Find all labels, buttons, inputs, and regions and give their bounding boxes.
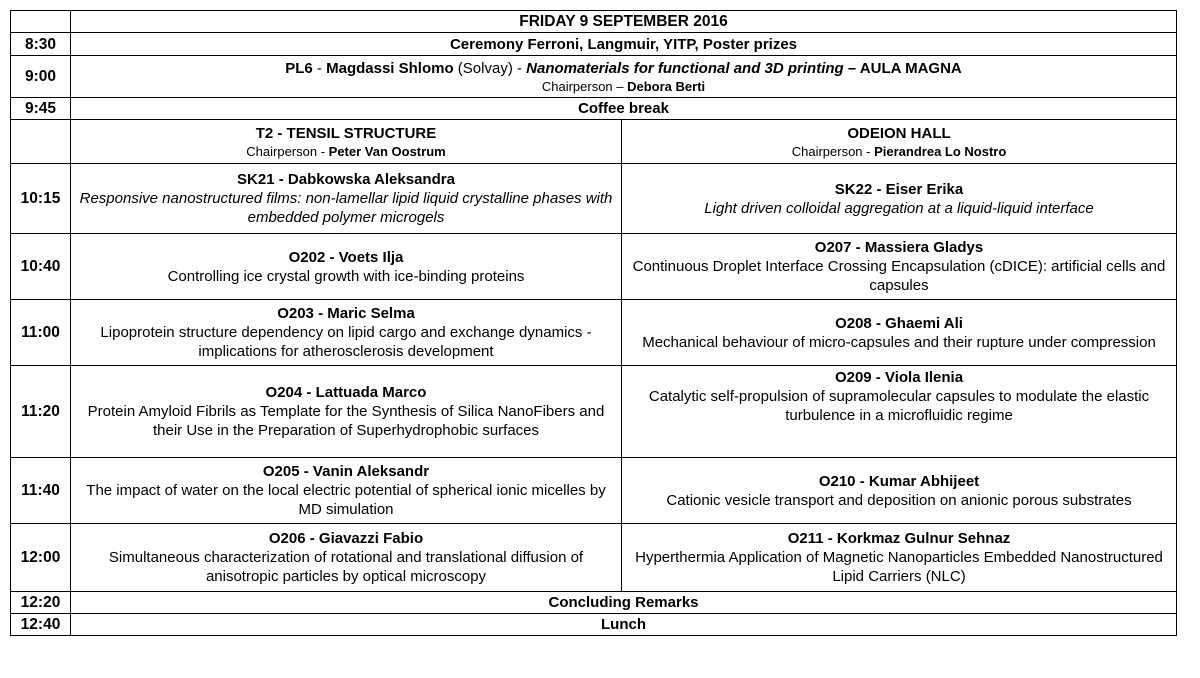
- room-left-name: T2 - TENSIL STRUCTURE: [255, 124, 437, 142]
- talk-code: O211: [787, 530, 824, 547]
- talk-title: The impact of water on the local electric potential of spherical ionic micelles by MD simulation: [86, 482, 606, 518]
- talk-cell-right: [622, 524, 1177, 592]
- talk-cell-right: [622, 300, 1177, 366]
- talk-cell-right: [622, 458, 1177, 524]
- talk-cell-left: [71, 234, 622, 300]
- talk-title: Continuous Droplet Interface Crossing Encapsulation (cDICE): artificial cells and capsules: [632, 258, 1166, 294]
- plenary-sep: -: [312, 59, 327, 77]
- time-cell: 12:00: [11, 524, 71, 592]
- talk-code: O206: [268, 530, 306, 547]
- row-1015: [11, 164, 1177, 234]
- schedule-table: [10, 10, 1177, 636]
- talk-cell-left: [71, 164, 622, 234]
- plenary-chair-label: Chairperson –: [541, 78, 628, 94]
- talk-code: O205: [262, 463, 300, 480]
- talk-speaker: - Ghaemi Ali: [871, 314, 963, 332]
- coffee-break-cell: Coffee break: [71, 98, 1177, 120]
- row-1100: [11, 300, 1177, 366]
- talk-title: Mechanical behaviour of micro-capsules and their rupture under compression: [642, 333, 1156, 351]
- talk-speaker: - Lattuada Marco: [302, 384, 427, 401]
- room-left-cell: [71, 120, 622, 164]
- plenary-chair: Debora Berti: [627, 78, 706, 94]
- talk-code: O210: [818, 472, 856, 490]
- row-1240: [11, 614, 1177, 636]
- empty-time-cell: [11, 120, 71, 164]
- room-left-chair: Peter Van Oostrum: [328, 143, 446, 159]
- talk-cell-left: [71, 300, 622, 366]
- time-cell: 12:20: [11, 592, 71, 614]
- talk-title: Catalytic self-propulsion of supramolecular capsules to modulate the elastic turbulence in a microfluidic regime: [648, 388, 1150, 424]
- empty-corner-cell: [11, 11, 71, 33]
- time-cell: 12:40: [11, 614, 71, 636]
- talk-code: O203: [277, 305, 314, 322]
- talk-speaker: - Korkmaz Gulnur Sehnaz: [823, 530, 1011, 547]
- talk-cell-right: [622, 234, 1177, 300]
- time-cell: 11:20: [11, 366, 71, 458]
- plenary-affiliation: (Solvay) -: [453, 59, 527, 77]
- plenary-cell: [71, 56, 1177, 98]
- row-0945: [11, 98, 1177, 120]
- lunch-cell: Lunch: [71, 614, 1177, 636]
- row-0830: [11, 33, 1177, 56]
- talk-code: SK22: [834, 180, 873, 198]
- time-cell: 8:30: [11, 33, 71, 56]
- row-1140: [11, 458, 1177, 524]
- talk-title: Controlling ice crystal growth with ice-binding proteins: [167, 267, 525, 285]
- room-right-cell: [622, 120, 1177, 164]
- time-cell: 10:40: [11, 234, 71, 300]
- talk-code: O204: [265, 384, 303, 401]
- rooms-row: [11, 120, 1177, 164]
- plenary-code: PL6: [285, 59, 313, 77]
- talk-title: Simultaneous characterization of rotational and translational diffusion of anisotropic particles by optical microscopy: [108, 549, 584, 585]
- plenary-venue: – AULA MAGNA: [843, 59, 962, 77]
- plenary-speaker: Magdassi Shlomo: [326, 59, 454, 77]
- talk-speaker: - Massiera Gladys: [851, 239, 984, 256]
- talk-cell-left: [71, 458, 622, 524]
- row-1200: [11, 524, 1177, 592]
- day-title: FRIDAY 9 SEPTEMBER 2016: [71, 11, 1177, 33]
- talk-title: Lipoprotein structure dependency on lipid cargo and exchange dynamics - implications for atherosclerosis development: [100, 324, 592, 360]
- talk-cell-left: [71, 366, 622, 458]
- talk-code: O209: [834, 369, 872, 386]
- time-cell: 11:00: [11, 300, 71, 366]
- row-1120: [11, 366, 1177, 458]
- row-1220: [11, 592, 1177, 614]
- room-left-chair-label: Chairperson -: [246, 143, 329, 159]
- concluding-remarks-cell: Concluding Remarks: [71, 592, 1177, 614]
- plenary-title: Nanomaterials for functional and 3D printing: [526, 59, 844, 77]
- time-cell: 10:15: [11, 164, 71, 234]
- talk-speaker: - Giavazzi Fabio: [305, 530, 424, 547]
- talk-code: SK21: [237, 171, 275, 188]
- time-cell: 11:40: [11, 458, 71, 524]
- ceremony-cell: Ceremony Ferroni, Langmuir, YITP, Poster prizes: [71, 33, 1177, 56]
- talk-speaker: - Dabkowska Aleksandra: [274, 171, 455, 188]
- talk-title: Hyperthermia Application of Magnetic Nanoparticles Embedded Nanostructured Lipid Carriers (NLC): [635, 549, 1163, 585]
- talk-speaker: - Voets Ilja: [325, 248, 404, 266]
- talk-code: O207: [814, 239, 852, 256]
- talk-cell-right: [622, 164, 1177, 234]
- row-1040: [11, 234, 1177, 300]
- room-right-chair: Pierandrea Lo Nostro: [874, 143, 1007, 159]
- talk-code: O208: [835, 314, 872, 332]
- talk-speaker: - Kumar Abhijeet: [855, 472, 980, 490]
- room-right-name: ODEION HALL: [847, 124, 951, 142]
- talk-speaker: - Viola Ilenia: [871, 369, 964, 386]
- time-cell: 9:00: [11, 56, 71, 98]
- talk-cell-left: [71, 524, 622, 592]
- talk-cell-right: [622, 366, 1177, 458]
- talk-title: Protein Amyloid Fibrils as Template for the Synthesis of Silica NanoFibers and their Use in the Preparation of Superhydrophobic surfaces: [87, 403, 605, 439]
- row-0900: [11, 56, 1177, 98]
- talk-title: Cationic vesicle transport and deposition on anionic porous substrates: [666, 491, 1132, 509]
- time-cell: 9:45: [11, 98, 71, 120]
- talk-title: Light driven colloidal aggregation at a liquid-liquid interface: [704, 199, 1094, 217]
- talk-title: Responsive nanostructured films: non-lamellar lipid liquid crystalline phases with embedded polymer microgels: [79, 190, 613, 226]
- talk-speaker: - Maric Selma: [313, 305, 415, 322]
- talk-speaker: - Eiser Erika: [872, 180, 964, 198]
- talk-code: O202: [288, 248, 326, 266]
- room-right-chair-label: Chairperson -: [791, 143, 875, 159]
- talk-speaker: - Vanin Aleksandr: [299, 463, 430, 480]
- day-header-row: [11, 11, 1177, 33]
